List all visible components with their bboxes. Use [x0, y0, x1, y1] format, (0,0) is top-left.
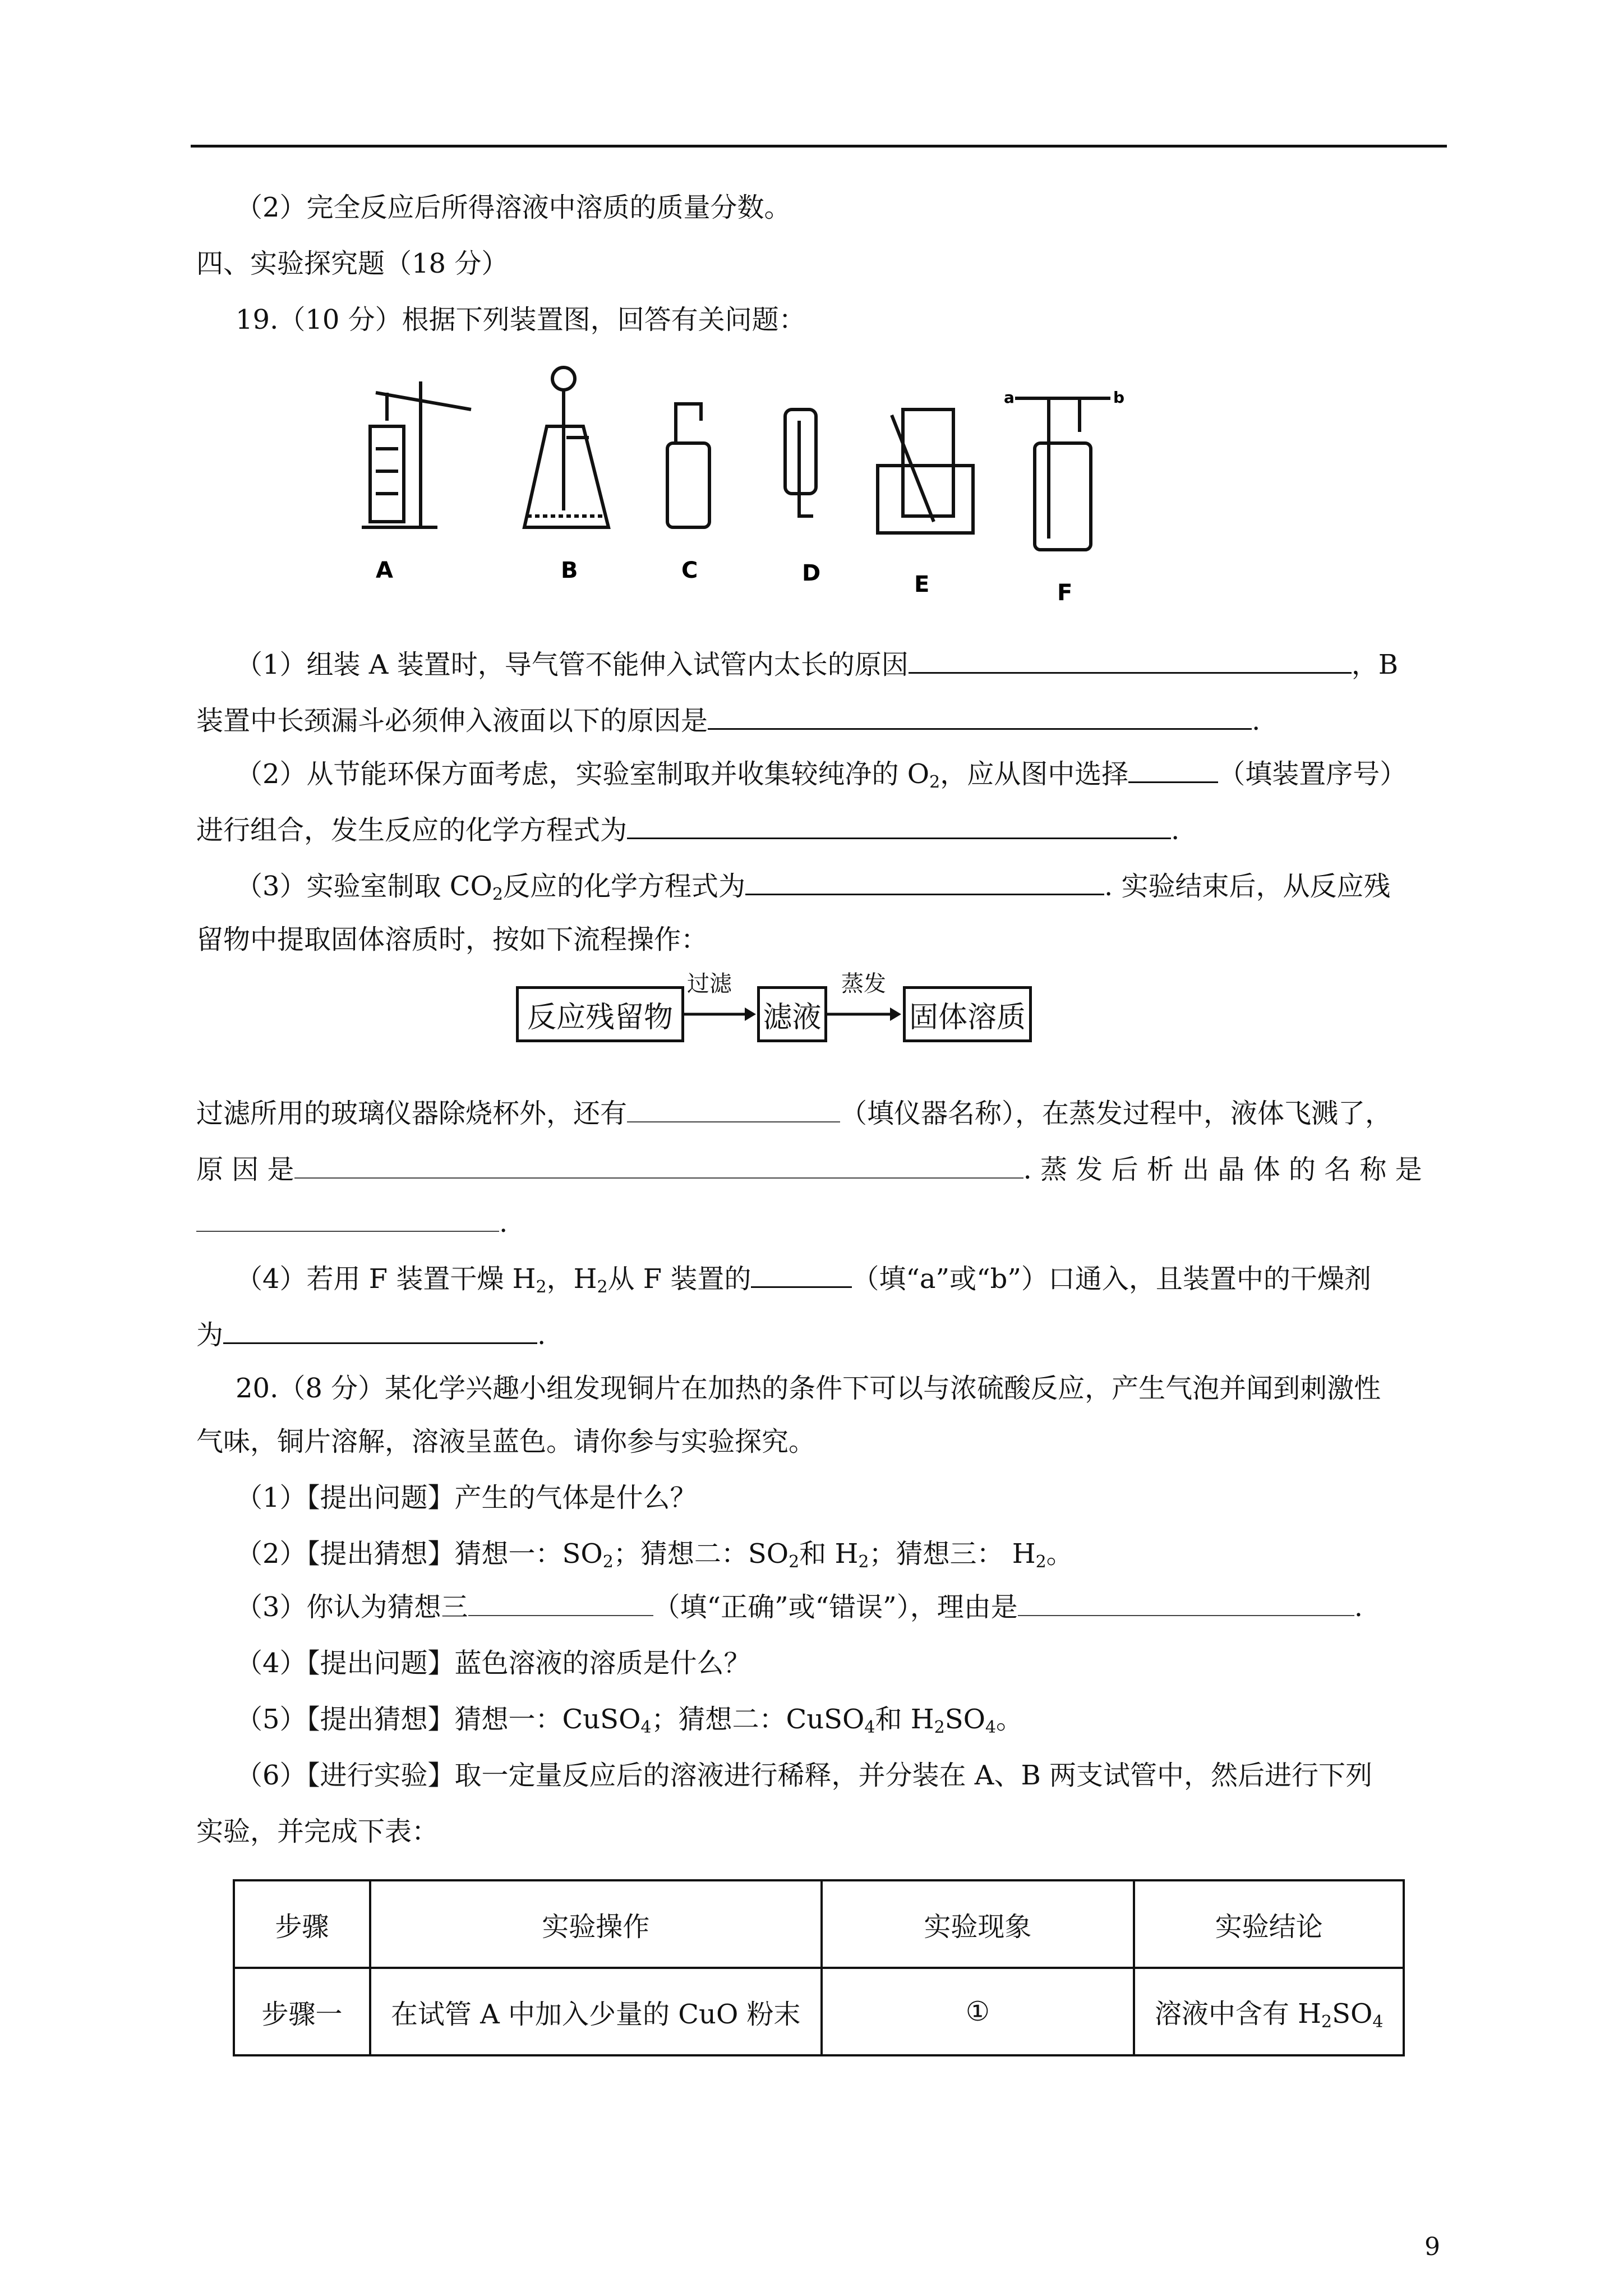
cell-operation: 在试管 A 中加入少量的 CuO 粉末 — [370, 1968, 822, 2055]
flow-arrow-1 — [684, 1004, 757, 1027]
cell-step: 步骤一 — [234, 1968, 370, 2055]
q19-part3-b: 留物中提取固体溶质时，按如下流程操作： — [196, 924, 708, 955]
apparatus-b — [524, 367, 608, 527]
q20-part4: （4）【提出问题】蓝色溶液的溶质是什么？ — [236, 1648, 751, 1679]
q19-part2-b: 进行组合，发生反应的化学方程式为 . — [196, 815, 1180, 846]
header-rule — [191, 145, 1447, 148]
flow-label-evaporate: 蒸发 — [841, 971, 886, 997]
flow-box-solute: 固体溶质 — [903, 986, 1032, 1042]
flow-box-residue: 反应残留物 — [516, 986, 684, 1042]
q20-part1: （1）【提出问题】产生的气体是什么？ — [236, 1482, 697, 1513]
q19-part3: （3）实验室制取 $CO_2$反应的化学方程式为 . 实验结束后，从反应残 — [236, 871, 1391, 904]
apparatus-a — [362, 381, 471, 527]
port-b: b — [1113, 388, 1125, 407]
table-header-row — [234, 1880, 1404, 1968]
port-a: a — [1004, 388, 1015, 407]
cell-conclusion: 溶液中含有 $H_2SO_4$ — [1134, 1968, 1404, 2055]
header-phenomenon: 实验现象 — [822, 1880, 1135, 1968]
q20-heading-b: 气味，铜片溶解，溶液呈蓝色。请你参与实验探究。 — [196, 1426, 816, 1457]
label-f: F — [1057, 580, 1073, 606]
header-step: 步骤 — [234, 1880, 370, 1968]
q20-part2: （2）【提出猜想】猜想一：$SO_2$；猜想二：$SO_2$和 $H_2$；猜想三： $H_2$。 — [236, 1538, 1073, 1572]
q19-part3-d: 原 因 是 . 蒸 发 后 析 出 晶 体 的 名 称 是 — [196, 1154, 1422, 1185]
q20-part3: （3）你认为猜想三 （填“正确”或“错误”），理由是 . — [236, 1591, 1363, 1623]
flow-chart — [516, 970, 1066, 1049]
q19-part4: （4）若用 F 装置干燥 $H_2$，$H_2$从 F 装置的 （填“a”或“b”）口通入，且装置中的干燥剂 — [236, 1263, 1371, 1297]
section-title: 四、实验探究题（18 分） — [196, 248, 509, 279]
apparatus-e — [878, 409, 973, 533]
flow-box-filtrate: 滤液 — [757, 986, 827, 1042]
flow-arrow-2 — [827, 1004, 903, 1027]
label-a: A — [376, 558, 393, 583]
page-number: 9 — [1424, 2233, 1440, 2261]
apparatus-figure — [353, 359, 1166, 623]
q20-part6: （6）【进行实验】取一定量反应后的溶液进行稀释，并分装在 A、B 两支试管中，然后进行下列 — [236, 1760, 1372, 1791]
q19-heading: 19.（10 分）根据下列装置图，回答有关问题： — [236, 304, 806, 335]
q19-part1: （1）组装 A 装置时，导气管不能伸入试管内太长的原因 ，B — [236, 649, 1399, 680]
label-e: E — [914, 572, 930, 597]
q20-part6-b: 实验，并完成下表： — [196, 1816, 439, 1847]
q18-part2: （2）完全反应后所得溶液中溶质的质量分数。 — [236, 192, 791, 223]
q19-part3-c: 过滤所用的玻璃仪器除烧杯外，还有 （填仪器名称），在蒸发过程中，液体飞溅了， — [196, 1098, 1393, 1129]
label-b: B — [561, 558, 578, 583]
q19-part3-e: . — [196, 1206, 508, 1240]
experiment-table — [233, 1879, 1405, 2056]
q19-part4-b: 为 . — [196, 1319, 546, 1351]
q19-part1-b: 装置中长颈漏斗必须伸入液面以下的原因是 . — [196, 705, 1261, 737]
q20-part5: （5）【提出猜想】猜想一：CuSO$_4$；猜想二：CuSO$_4$和 $H_2SO_4$。 — [236, 1704, 1023, 1737]
apparatus-d — [785, 409, 816, 516]
q20-heading: 20.（8 分）某化学兴趣小组发现铜片在加热的条件下可以与浓硫酸反应，产生气泡并闻到刺激性 — [236, 1373, 1381, 1404]
flow-label-filter: 过滤 — [687, 971, 732, 997]
apparatus-c — [667, 404, 709, 527]
cell-phenomenon: ① — [822, 1968, 1135, 2055]
label-d: D — [802, 560, 821, 586]
table-row — [234, 1968, 1404, 2055]
label-c: C — [681, 558, 698, 583]
q19-part2: （2）从节能环保方面考虑，实验室制取并收集较纯净的 $O_2$，应从图中选择 （填装置序号） — [236, 758, 1407, 792]
header-operation: 实验操作 — [370, 1880, 822, 1968]
apparatus-f — [1015, 398, 1110, 550]
header-conclusion: 实验结论 — [1134, 1880, 1404, 1968]
